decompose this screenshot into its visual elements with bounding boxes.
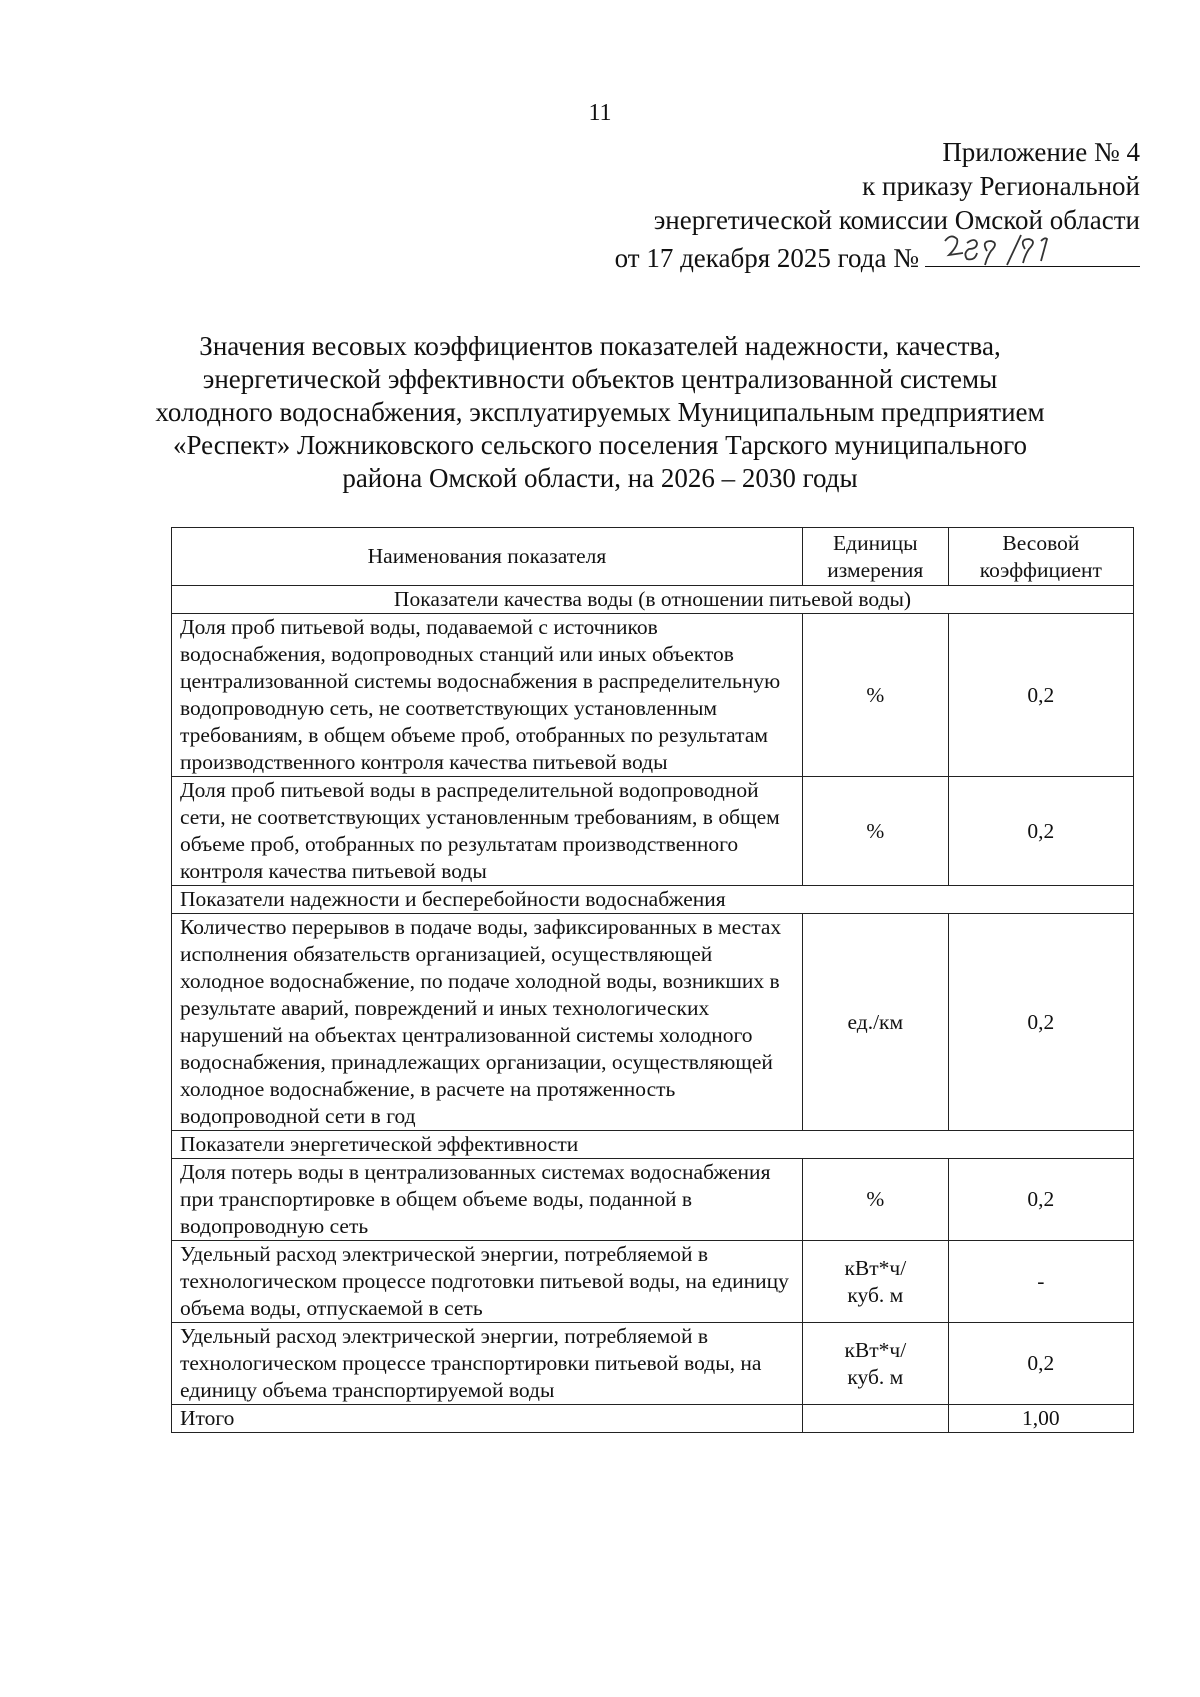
section-row	[172, 586, 1134, 614]
indicator-unit: %	[802, 614, 948, 777]
indicator-name: Доля проб питьевой воды в распределительной водопроводной сети, не соответствующих установленным требованиям, в общем объеме проб, отобранных по результатам производственного контроля качества питьевой воды	[172, 777, 803, 886]
indicator-unit: ед./км	[802, 914, 948, 1131]
table-row	[172, 1241, 1134, 1323]
order-date-line	[440, 237, 1140, 275]
table-row	[172, 777, 1134, 886]
page-number: 11	[588, 100, 612, 126]
table-header-row	[172, 528, 1134, 586]
indicator-unit: %	[802, 1159, 948, 1241]
unit-line: кВт*ч/	[844, 1337, 907, 1362]
header-weight-line: Весовой	[1002, 530, 1080, 555]
total-row	[172, 1405, 1134, 1433]
table-row	[172, 614, 1134, 777]
header-unit-line: Единицы	[833, 530, 918, 555]
indicator-unit: %	[802, 777, 948, 886]
title-line: Значения весовых коэффициентов показателей надежности, качества,	[199, 331, 1001, 361]
section-title: Показатели энергетической эффективности	[172, 1131, 1134, 1159]
indicator-weight: 0,2	[948, 1323, 1133, 1405]
unit-line: кВт*ч/	[844, 1255, 907, 1280]
indicators-table	[171, 527, 1134, 1433]
indicator-weight: 0,2	[948, 914, 1133, 1131]
appendix-commission: энергетической комиссии Омской области	[653, 205, 1140, 235]
header-weight	[948, 528, 1133, 586]
table-row	[172, 914, 1134, 1131]
section-title: Показатели качества воды (в отношении питьевой воды)	[172, 586, 1134, 614]
total-unit	[802, 1405, 948, 1433]
indicator-unit	[802, 1241, 948, 1323]
table-row	[172, 1159, 1134, 1241]
unit-line: куб. м	[847, 1364, 904, 1389]
total-weight: 1,00	[948, 1405, 1133, 1433]
appendix-order-ref: к приказу Региональной	[862, 171, 1140, 201]
indicator-name: Удельный расход электрической энергии, потребляемой в технологическом процессе транспортировки питьевой воды, на единицу объема транспортируемой воды	[172, 1323, 803, 1405]
header-name: Наименования показателя	[172, 528, 803, 586]
title-line: района Омской области, на 2026 – 2030 годы	[342, 463, 858, 493]
section-title: Показатели надежности и бесперебойности водоснабжения	[172, 886, 1134, 914]
order-date: от 17 декабря 2025 года №	[614, 243, 919, 273]
total-label: Итого	[172, 1405, 803, 1433]
document-title	[120, 330, 1080, 495]
indicator-weight: -	[948, 1241, 1133, 1323]
section-row	[172, 1131, 1134, 1159]
indicator-name: Удельный расход электрической энергии, потребляемой в технологическом процессе подготовки питьевой воды, на единицу объема воды, отпускаемой в сеть	[172, 1241, 803, 1323]
title-line: энергетической эффективности объектов централизованной системы	[202, 364, 998, 394]
order-number-field	[925, 237, 1140, 267]
header-unit-line: измерения	[827, 557, 924, 582]
unit-line: куб. м	[847, 1282, 904, 1307]
indicator-name: Количество перерывов в подаче воды, зафиксированных в местах исполнения обязательств организацией, осуществляющей холодное водоснабжение, по подаче холодной воды, возникших в результате аварий, повреждений и иных технологических нарушений на объектах централизованной системы холодного водоснабжения, принадлежащих организации, осуществляющей холодное водоснабжение, в расчете на протяженность водопроводной сети в год	[172, 914, 803, 1131]
section-row	[172, 886, 1134, 914]
appendix-header	[440, 135, 1140, 275]
indicator-weight: 0,2	[948, 614, 1133, 777]
header-unit	[802, 528, 948, 586]
indicator-unit	[802, 1323, 948, 1405]
table-row	[172, 1323, 1134, 1405]
appendix-title: Приложение № 4	[942, 137, 1140, 167]
header-weight-line: коэффициент	[979, 557, 1102, 582]
indicator-name: Доля потерь воды в централизованных системах водоснабжения при транспортировке в общем объеме воды, поданной в водопроводную сеть	[172, 1159, 803, 1241]
indicator-weight: 0,2	[948, 777, 1133, 886]
indicator-name: Доля проб питьевой воды, подаваемой с источников водоснабжения, водопроводных станций или иных объектов централизованной системы водоснабжения в распределительную водопроводную сеть, не соответствующих установленным требованиям, в общем объеме проб, отобранных по результатам производственного контроля качества питьевой воды	[172, 614, 803, 777]
handwritten-signature-number	[937, 229, 1067, 269]
indicator-weight: 0,2	[948, 1159, 1133, 1241]
title-line: «Респект» Ложниковского сельского поселения Тарского муниципального	[172, 430, 1028, 460]
title-line: холодного водоснабжения, эксплуатируемых Муниципальным предприятием	[155, 397, 1045, 427]
